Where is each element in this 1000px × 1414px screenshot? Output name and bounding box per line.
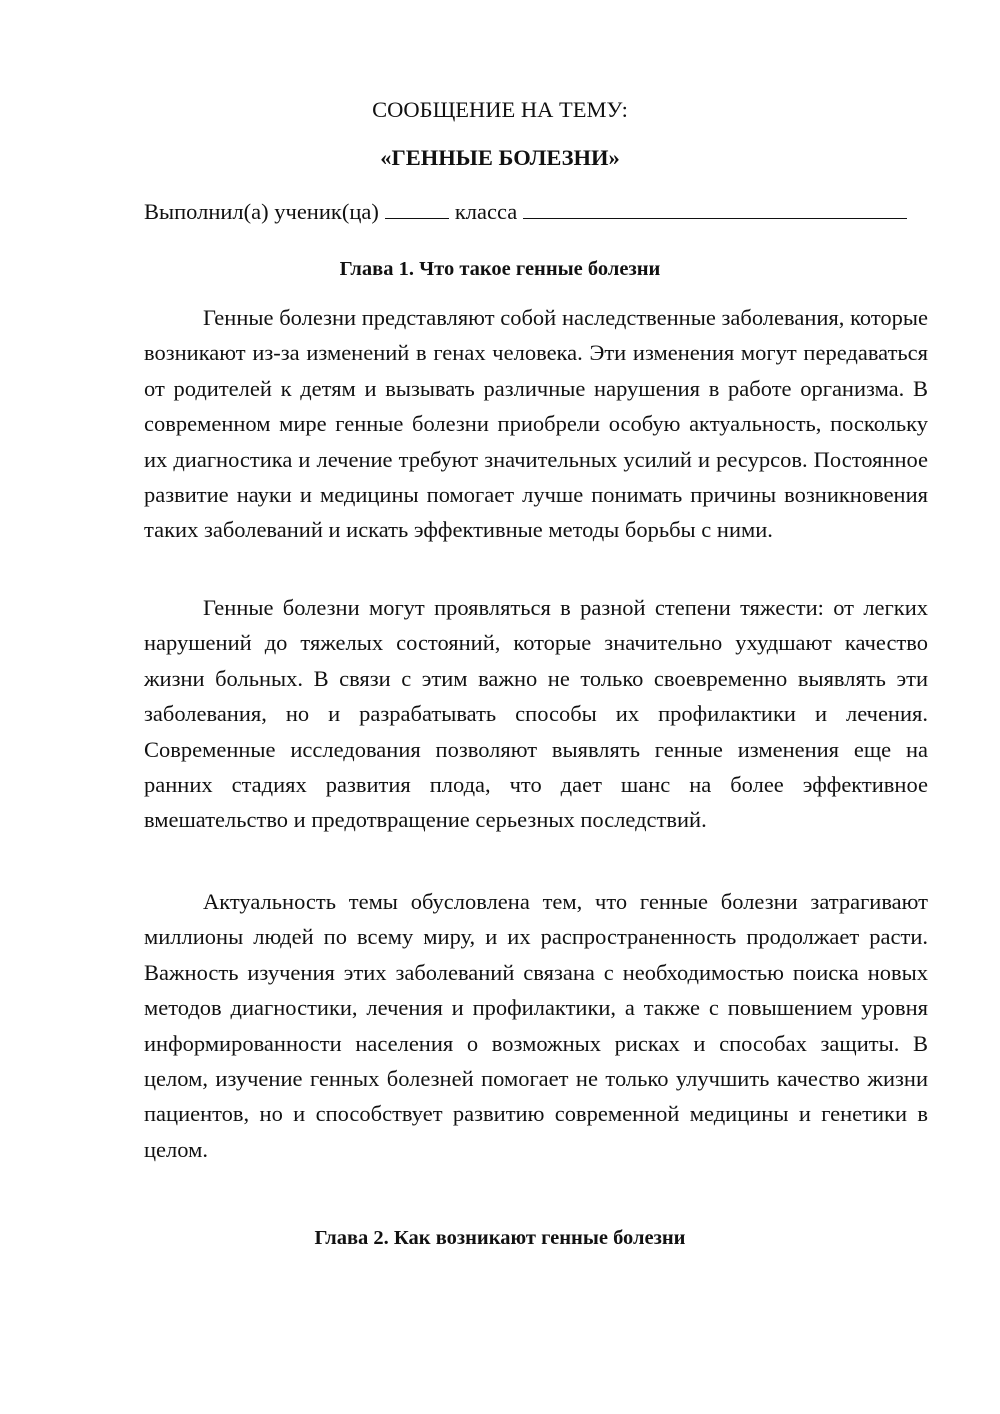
paragraph: Генные болезни могут проявляться в разной степени тяжести: от легких нарушений до тяжелых состояний, которые значительно ухудшают качество жизни больных. В связи с этим важно не только своевременно выявлять эти заболевания, но и разрабатывать способы их профилактики и лечения. Современные исследования позволяют выявлять генные изменения еще на ранних стадиях развития плода, что дает шанс на более эффективное вмешательство и предотвращение серьезных последствий. <box>144 595 928 833</box>
author-prefix: Выполнил(а) ученик(ца) <box>144 199 379 224</box>
class-number-blank <box>385 198 449 219</box>
author-line <box>144 198 934 226</box>
heading-line-1: СООБЩЕНИЕ НА ТЕМУ: <box>372 97 628 122</box>
paragraph: Генные болезни представляют собой наследственные заболевания, которые возникают из-за изменений в генах человека. Эти изменения могут передаваться от родителей к детям и вызывать различные нарушения в работе организма. В современном мире генные болезни приобрели особую актуальность, поскольку их диагностика и лечение требуют значительных усилий и ресурсов. Постоянное развитие науки и медицины помогает лучше понимать причины возникновения таких заболеваний и искать эффективные методы борьбы с ними. <box>144 305 928 543</box>
paragraph: Актуальность темы обусловлена тем, что генные болезни затрагивают миллионы людей по всему миру, и их распространенность продолжает расти. Важность изучения этих заболеваний связана с необходимостью поиска новых методов диагностики, лечения и профилактики, а также с повышением уровня информированности населения о возможных рисках и способах защиты. В целом, изучение генных болезней помогает не только улучшить качество жизни пациентов, но и способствует развитию современной медицины и генетики в целом. <box>144 889 928 1162</box>
chapter-1-title: Глава 1. Что такое генные болезни <box>339 258 661 280</box>
author-class-word: класса <box>454 199 518 224</box>
heading-line-2: «ГЕННЫЕ БОЛЕЗНИ» <box>380 145 620 170</box>
student-name-blank <box>523 198 907 219</box>
chapter-2-title: Глава 2. Как возникают генные болезни <box>314 1227 686 1249</box>
